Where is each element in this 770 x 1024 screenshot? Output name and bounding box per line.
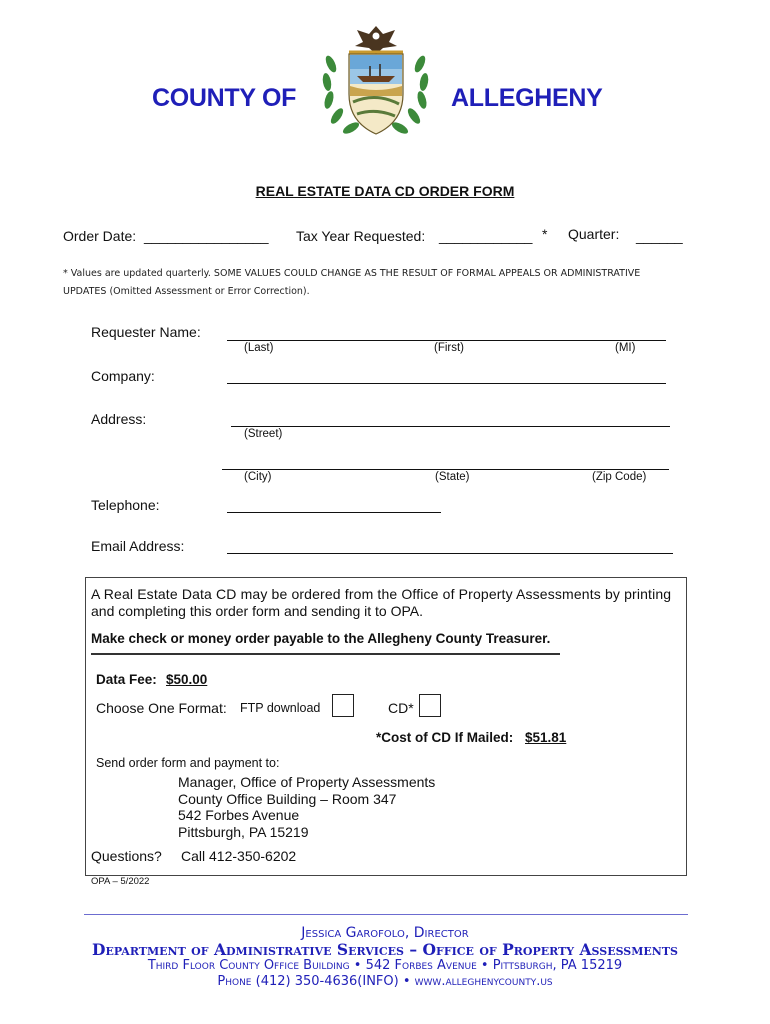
address-label: Address: [91, 411, 147, 427]
city-caption: (City) [244, 471, 272, 483]
ftp-download-checkbox[interactable] [332, 694, 354, 717]
director-name: Jessica Garofolo, Director [301, 925, 469, 941]
ftp-option-label: FTP download [240, 701, 321, 715]
data-fee-value: $50.00 [166, 672, 208, 687]
county-of-heading: COUNTY OF [152, 84, 297, 112]
questions-phone: Call 412-350-6202 [181, 848, 297, 864]
quarter-field[interactable]: ______ [636, 228, 683, 244]
tax-year-label: Tax Year Requested: [296, 228, 426, 244]
allegheny-heading: ALLEGHENY [451, 84, 603, 112]
form-title: REAL ESTATE DATA CD ORDER FORM [255, 183, 515, 199]
form-id: OPA – 5/2022 [91, 876, 150, 887]
cd-cost-label: *Cost of CD If Mailed: [376, 730, 514, 745]
last-name-caption: (Last) [244, 342, 274, 354]
cd-checkbox[interactable] [419, 694, 441, 717]
cd-option-label: CD* [388, 700, 414, 716]
quarter-label: Quarter: [568, 226, 620, 242]
requester-name-field[interactable] [227, 340, 666, 341]
first-name-caption: (First) [434, 342, 465, 354]
street-field[interactable] [231, 426, 670, 427]
zip-caption: (Zip Code) [592, 471, 647, 483]
order-date-field[interactable]: ________________ [144, 228, 269, 244]
order-date-label: Order Date: [63, 228, 137, 244]
tax-year-field[interactable]: ____________ [439, 228, 533, 244]
office-address: Third Floor County Office Building • 542 Forbes Avenue • Pittsburgh, PA 15219 [147, 958, 623, 973]
mail-address-line4: Pittsburgh, PA 15219 [178, 824, 309, 840]
street-caption: (Street) [244, 428, 283, 440]
mail-address-line3: 542 Forbes Avenue [178, 807, 300, 823]
footer-rule [84, 914, 688, 915]
send-to-label: Send order form and payment to: [96, 756, 280, 770]
telephone-field[interactable] [227, 512, 441, 513]
city-state-zip-field[interactable] [222, 469, 669, 470]
telephone-label: Telephone: [91, 497, 160, 513]
state-caption: (State) [435, 471, 470, 483]
middle-initial-caption: (MI) [615, 342, 636, 354]
data-fee-label: Data Fee: [96, 672, 157, 687]
payable-to-text: Make check or money order payable to the Allegheny County Treasurer. [91, 631, 551, 646]
company-field[interactable] [227, 383, 666, 384]
ordering-info-box [85, 577, 687, 876]
cd-cost-value: $51.81 [525, 730, 567, 745]
department-name: Department of Administrative Services – Office of Property Assessments [92, 940, 678, 959]
office-phone-web: Phone (412) 350-4636(INFO) • www.alleghenycounty.us [217, 974, 553, 989]
county-seal-icon [317, 24, 434, 140]
requester-name-label: Requester Name: [91, 324, 201, 340]
format-label: Choose One Format: [96, 700, 227, 716]
intro-line2: and completing this order form and sending it to OPA. [91, 603, 424, 619]
email-label: Email Address: [91, 538, 185, 554]
values-note-line1: * Values are updated quarterly. SOME VALUES COULD CHANGE AS THE RESULT OF FORMAL APPEALS OR ADMINISTRATIVE [63, 268, 641, 279]
mail-address-line2: County Office Building – Room 347 [178, 791, 397, 807]
intro-line1: A Real Estate Data CD may be ordered from the Office of Property Assessments by printing [91, 586, 672, 602]
email-field[interactable] [227, 553, 673, 554]
divider-rule [91, 653, 560, 655]
tax-year-asterisk: * [542, 226, 548, 242]
mail-address-line1: Manager, Office of Property Assessments [178, 774, 436, 790]
values-note-line2: UPDATES (Omitted Assessment or Error Correction). [63, 286, 310, 297]
company-label: Company: [91, 368, 155, 384]
questions-label: Questions? [91, 848, 162, 864]
